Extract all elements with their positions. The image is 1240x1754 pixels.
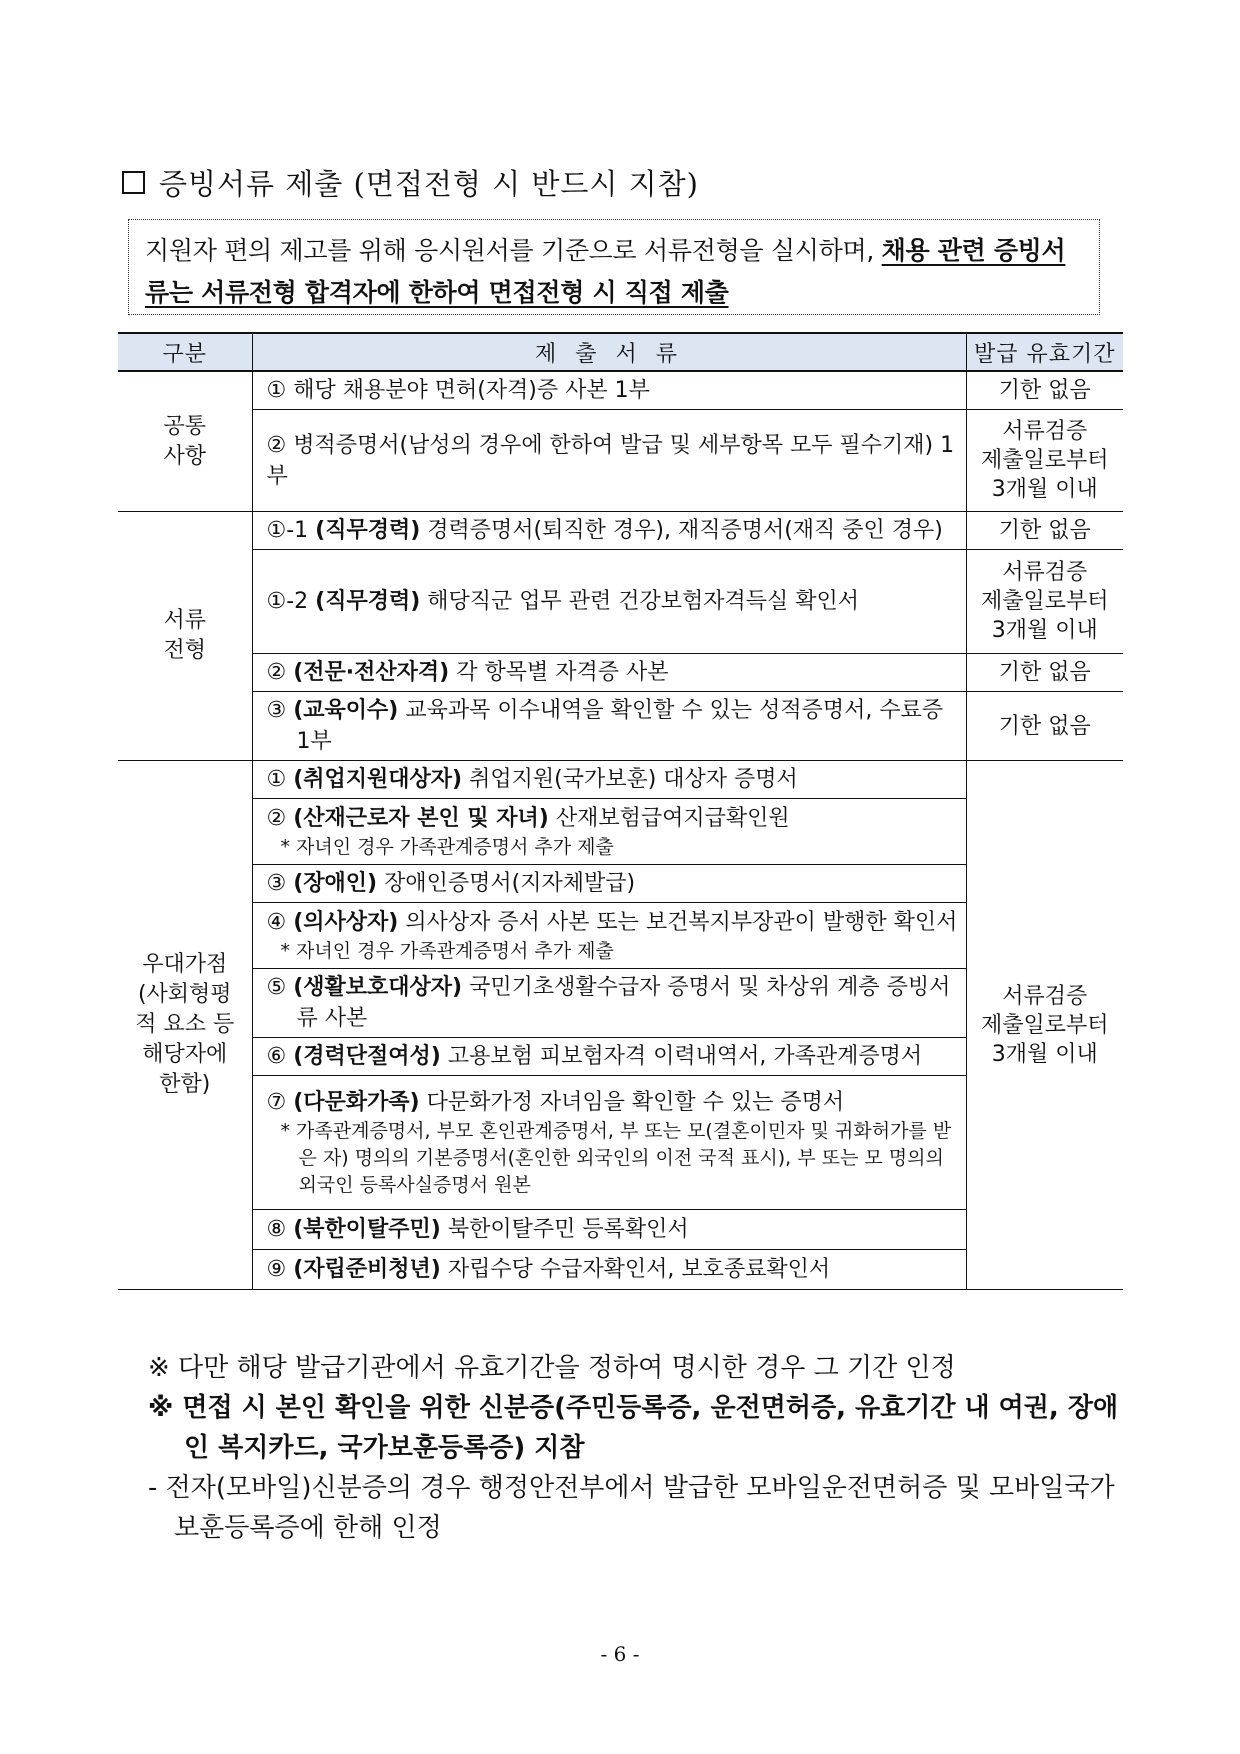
table-row <box>118 512 1123 550</box>
doc-cell: ① 해당 채용분야 면허(자격)증 사본 1부 <box>252 371 966 410</box>
footer-notes <box>148 1348 1128 1548</box>
table-row <box>118 410 1123 512</box>
doc-cell: ② 병적증명서(남성의 경우에 한하여 발급 및 세부항목 모두 필수기재) 1부 <box>252 410 966 512</box>
documents-table <box>118 332 1123 1290</box>
validity-cell: 기한 없음 <box>966 512 1123 550</box>
footer-note-1: ※ 다만 해당 발급기관에서 유효기간을 정하여 명시한 경우 그 기간 인정 <box>148 1353 956 1383</box>
category-common: 공통 사항 <box>118 371 252 512</box>
item-text: 장애인증명서(지자체발급) <box>377 871 636 896</box>
item-label: (의사상자) <box>293 910 399 935</box>
item-label: (전문·전산자격) <box>293 660 450 685</box>
validity-cell: 기한 없음 <box>966 371 1123 410</box>
table-row <box>118 761 1123 799</box>
item-number: ⑧ <box>266 1217 287 1242</box>
item-number: ② <box>266 806 287 831</box>
table-row <box>118 654 1123 692</box>
category-preference: 우대가점 (사회형평 적 요소 등 해당자에 한함) <box>118 761 252 1290</box>
item-text: 북한이탈주민 등록확인서 <box>440 1217 689 1242</box>
validity-cell: 서류검증 제출일로부터 3개월 이내 <box>966 410 1123 512</box>
doc-cell <box>252 1076 966 1210</box>
header-documents: 제 출 서 류 <box>252 333 966 371</box>
validity-cell: 기한 없음 <box>966 654 1123 692</box>
doc-cell <box>252 1038 966 1076</box>
footer-note-2: ※ 면접 시 본인 확인을 위한 신분증(주민등록증, 운전면허증, 유효기간 내 여권, 장애인 복지카드, 국가보훈등록증) 지참 <box>148 1393 1119 1463</box>
section-heading-text: 증빙서류 제출 (면접전형 시 반드시 지참) <box>159 167 699 201</box>
footer-note-3: - 전자(모바일)신분증의 경우 행정안전부에서 발급한 모바일운전면허증 및 모바일국가보훈등록증에 한해 인정 <box>148 1473 1115 1543</box>
item-number: ⑥ <box>266 1044 287 1069</box>
item-text: 산재보험급여지급확인원 <box>548 806 790 831</box>
item-label: (경력단절여성) <box>293 1044 441 1069</box>
item-text: 취업지원(국가보훈) 대상자 증명서 <box>462 767 798 792</box>
item-number: ③ <box>266 698 287 723</box>
category-document: 서류 전형 <box>118 512 252 761</box>
section-heading <box>122 162 699 203</box>
header-validity: 발급 유효기간 <box>966 333 1123 371</box>
item-text: 각 항목별 자격증 사본 <box>449 660 669 685</box>
validity-cell: 서류검증 제출일로부터 3개월 이내 <box>966 761 1123 1290</box>
item-note: * 자녀인 경우 가족관계증명서 추가 제출 <box>280 836 614 858</box>
item-label: (직무경력) <box>315 518 421 543</box>
item-note: * 자녀인 경우 가족관계증명서 추가 제출 <box>280 940 614 962</box>
item-number: ⑤ <box>266 975 287 1000</box>
item-text-cont: 1부 <box>296 729 332 754</box>
intro-text: 지원자 편의 제고를 위해 응시원서를 기준으로 서류전형을 실시하며, <box>145 236 882 265</box>
item-text: 의사상자 증서 사본 또는 보건복지부장관이 발행한 확인서 <box>398 910 958 935</box>
doc-cell <box>252 903 966 969</box>
doc-cell <box>252 692 966 761</box>
item-number: ② <box>266 660 287 685</box>
page-number: - 6 - <box>600 1642 640 1666</box>
doc-cell <box>252 550 966 654</box>
item-label: (산재근로자 본인 및 자녀) <box>293 806 549 831</box>
item-label: (다문화가족) <box>293 1089 420 1115</box>
intro-box <box>128 219 1100 315</box>
header-category: 구분 <box>118 333 252 371</box>
table-row <box>118 550 1123 654</box>
doc-cell <box>252 1210 966 1250</box>
item-label: (교육이수) <box>293 698 399 723</box>
item-number: ① <box>266 767 287 792</box>
item-text: 해당직군 업무 관련 건강보험자격득실 확인서 <box>420 589 860 614</box>
doc-cell <box>252 654 966 692</box>
item-text: 경력증명서(퇴직한 경우), 재직증명서(재직 중인 경우) <box>420 518 943 543</box>
item-note: * 가족관계증명서, 부모 혼인관계증명서, 부 또는 모(결혼이민자 및 귀화허가를 받은 자) 명의의 기본증명서(혼인한 외국인의 이전 국적 표시), 부 또는 모 명의의 외국인 등록사실증명서 원본 <box>280 1119 952 1196</box>
item-label: (장애인) <box>293 871 378 896</box>
item-label: (취업지원대상자) <box>293 767 463 792</box>
item-number: ⑦ <box>266 1089 287 1115</box>
item-text: 국민기초생활수급자 증명서 및 차상위 계층 증빙서 <box>462 975 951 1000</box>
doc-cell <box>252 1250 966 1290</box>
item-text: 고용보험 피보험자격 이력내역서, 가족관계증명서 <box>440 1044 923 1069</box>
doc-cell <box>252 761 966 799</box>
item-text: 교육과목 이수내역을 확인할 수 있는 성적증명서, 수료증 <box>398 698 944 723</box>
item-label: (직무경력) <box>315 589 421 614</box>
doc-cell <box>252 969 966 1038</box>
intro-emphasis: 채용 관련 증빙서류는 서류전형 합격자에 한하여 면접전형 시 직접 제출 <box>145 236 1066 307</box>
item-label: (자립준비청년) <box>293 1257 441 1282</box>
doc-cell <box>252 865 966 903</box>
item-number: ①-2 <box>266 589 309 614</box>
item-text-cont: 류 사본 <box>296 1006 368 1031</box>
item-label: (생활보호대상자) <box>293 975 463 1000</box>
item-text: 자립수당 수급자확인서, 보호종료확인서 <box>440 1257 831 1282</box>
doc-cell <box>252 799 966 865</box>
table-row <box>118 692 1123 761</box>
item-number: ①-1 <box>266 518 309 543</box>
checkbox-square-icon <box>122 171 145 194</box>
validity-cell: 서류검증 제출일로부터 3개월 이내 <box>966 550 1123 654</box>
table-row <box>118 371 1123 410</box>
item-number: ④ <box>266 910 287 935</box>
item-number: ③ <box>266 871 287 896</box>
item-text: 다문화가정 자녀임을 확인할 수 있는 증명서 <box>419 1089 845 1115</box>
table-header-row <box>118 333 1123 371</box>
item-label: (북한이탈주민) <box>293 1217 441 1242</box>
validity-cell: 기한 없음 <box>966 692 1123 761</box>
item-number: ⑨ <box>266 1257 287 1282</box>
doc-cell <box>252 512 966 550</box>
